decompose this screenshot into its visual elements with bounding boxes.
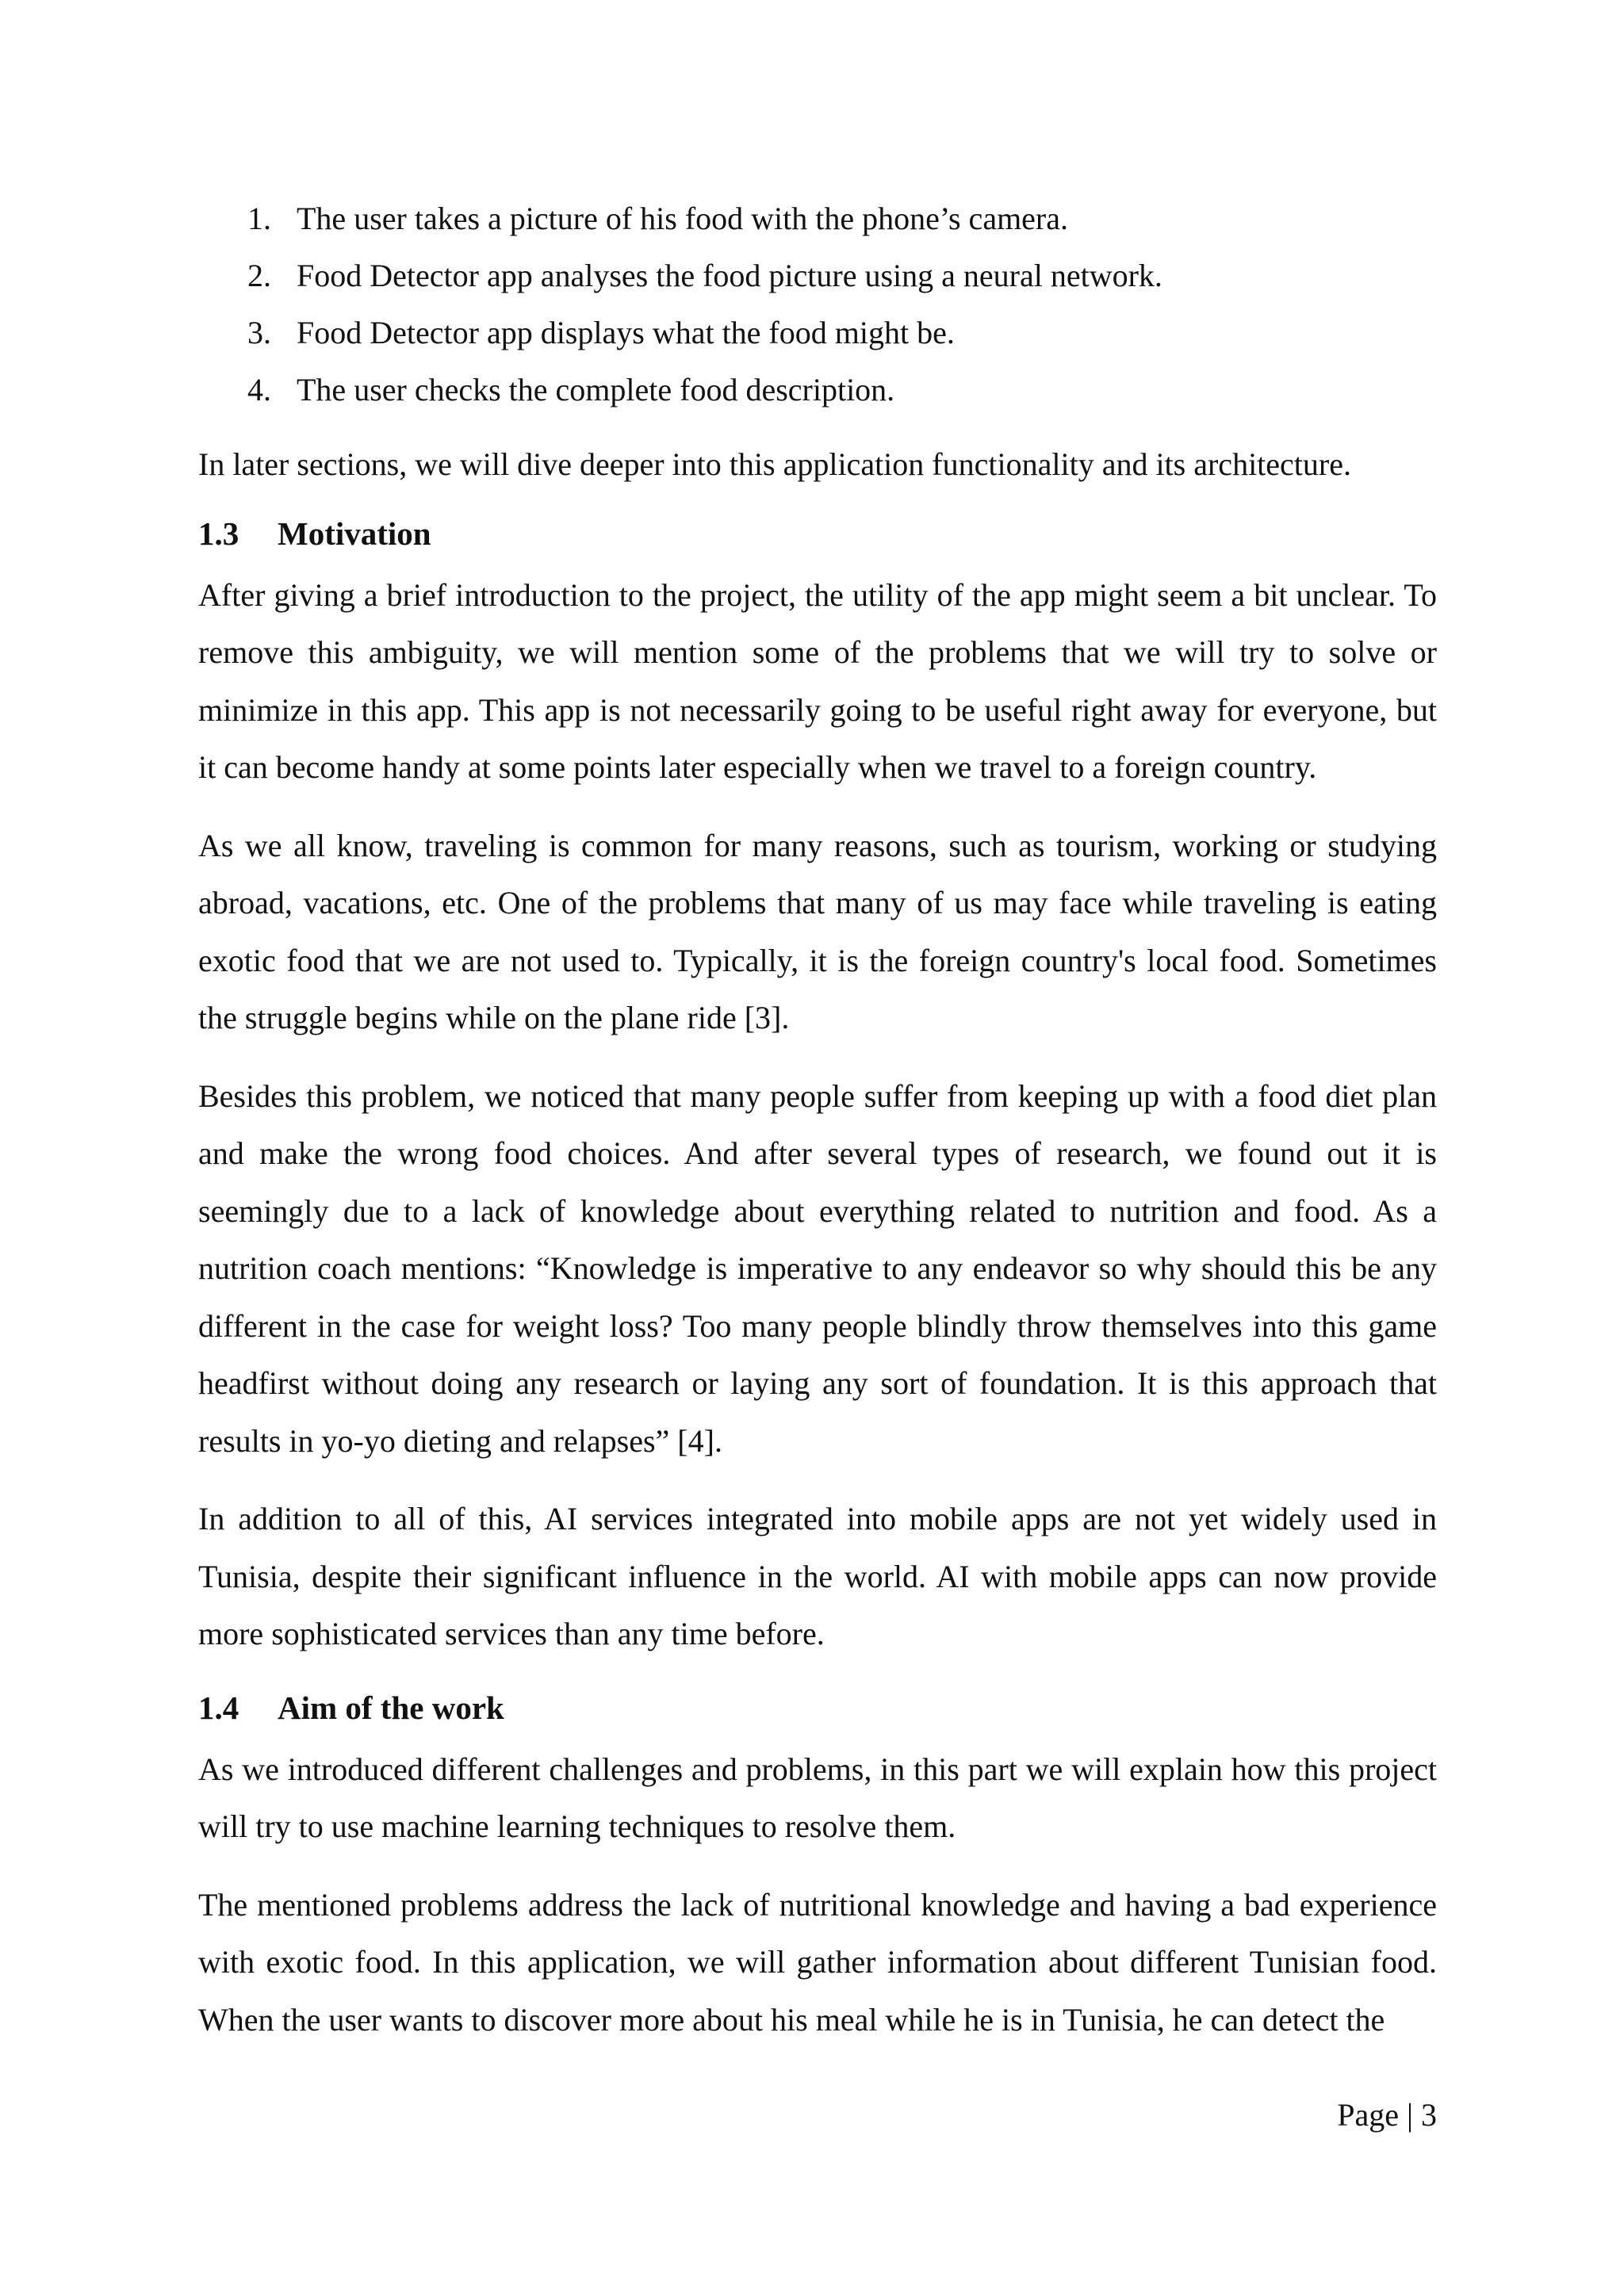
section-heading-aim-of-the-work — [198, 1684, 1437, 1732]
motivation-paragraph-1: After giving a brief introduction to the project, the utility of the app might seem a bit unclear. To remove this ambiguity, we will mention some of the problems that we will try to solve or minimize in this app. This app is not necessarily going to be useful right away for everyone, but it can become handy at some points later especially when we travel to a foreign country. — [198, 576, 1437, 785]
list-item-number: 1. — [247, 201, 271, 236]
list-item-text: The user checks the complete food description. — [297, 372, 895, 408]
motivation-paragraph-4: In addition to all of this, AI services integrated into mobile apps are not yet widely used in Tunisia, despite their significant influence in the world. AI with mobile apps can now provide more sophisticated services than any time before. — [198, 1501, 1437, 1651]
workflow-steps-list — [198, 190, 1437, 419]
list-item — [198, 304, 1437, 362]
aim-paragraph-1: As we introduced different challenges and problems, in this part we will explain how this project will try to use machine learning techniques to resolve them. — [198, 1751, 1437, 1844]
section-number: 1.4 — [198, 1689, 239, 1726]
aim-paragraph-2: The mentioned problems address the lack of nutritional knowledge and having a bad experience with exotic food. In this application, we will gather information about different Tunisian food. When the user wants to discover more about his meal while he is in Tunisia, he can detect the — [198, 1886, 1437, 2038]
list-item-text: Food Detector app displays what the food might be. — [297, 315, 955, 350]
list-item-text: Food Detector app analyses the food picture using a neural network. — [297, 258, 1162, 293]
intro-closing-paragraph: In later sections, we will dive deeper into this application functionality and its architecture. — [198, 446, 1351, 482]
list-item-number: 3. — [247, 315, 271, 350]
list-item-number: 4. — [247, 372, 271, 408]
section-title: Aim of the work — [278, 1689, 504, 1726]
section-heading-motivation — [198, 510, 1437, 557]
list-item — [198, 362, 1437, 419]
list-item-number: 2. — [247, 258, 271, 293]
list-item — [198, 190, 1437, 247]
page-number-footer: Page | 3 — [1337, 2097, 1437, 2133]
list-item — [198, 247, 1437, 304]
page-body — [198, 190, 1437, 2049]
list-item-text: The user takes a picture of his food with the phone’s camera. — [297, 201, 1069, 236]
motivation-paragraph-2: As we all know, traveling is common for many reasons, such as tourism, working or studying abroad, vacations, etc. One of the problems that many of us may face while traveling is eating exotic food that we are not used to. Typically, it is the foreign country's local food. Sometimes the struggle begins while on the plane ride [3]. — [198, 827, 1437, 1035]
section-number: 1.3 — [198, 515, 239, 552]
section-title: Motivation — [278, 515, 431, 552]
motivation-paragraph-3: Besides this problem, we noticed that many people suffer from keeping up with a food diet plan and make the wrong food choices. And after several types of research, we found out it is seemingly due to a lack of knowledge about everything related to nutrition and food. As a nutrition coach mentions: “Knowledge is imperative to any endeavor so why should this be any different in the case for weight loss? Too many people blindly throw themselves into this game headfirst without doing any research or laying any sort of foundation. It is this approach that results in yo-yo dieting and relapses” [4]. — [198, 1077, 1437, 1459]
